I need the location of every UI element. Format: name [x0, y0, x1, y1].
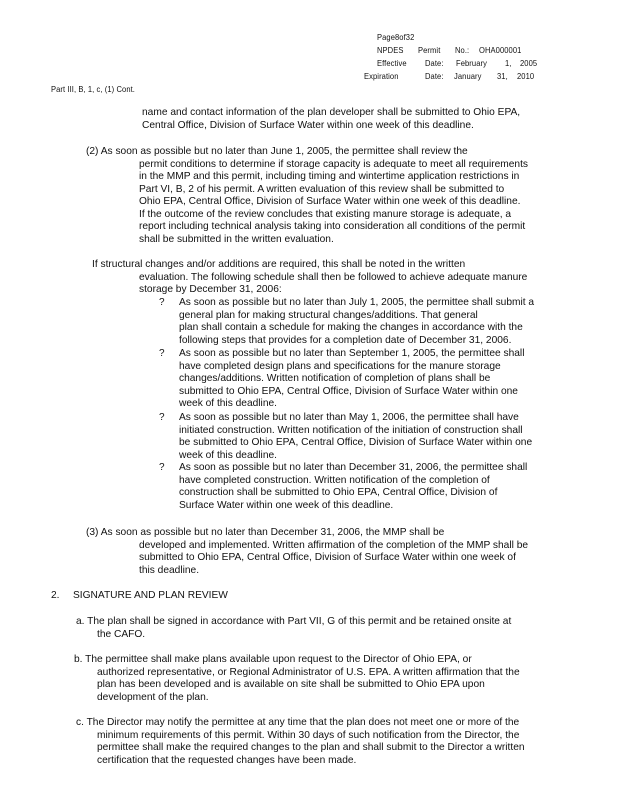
text-line: submitted to Ohio EPA, Central Office, Division of Surface Water within one week of	[139, 552, 516, 563]
text-line: a. The plan shall be signed in accordance with Part VII, G of this permit and be retained onsite at	[76, 616, 512, 627]
expiration-month: January	[454, 71, 482, 81]
bullet-marker: ?	[159, 297, 165, 308]
text-line: c. The Director may notify the permittee at any time that the plan does not meet one or more of the	[76, 717, 520, 728]
effective-label: Effective	[377, 58, 407, 68]
text-line: (3) As soon as possible but no later than December 31, 2006, the MMP shall be	[86, 527, 445, 538]
text-line: evaluation. The following schedule shall then be followed to achieve adequate manure	[139, 271, 528, 283]
expiration-date-label: Date:	[425, 71, 444, 81]
text-line: report including technical analysis taking into consideration all conditions of the permit	[139, 221, 526, 232]
text-line: (2) As soon as possible but no later than June 1, 2005, the permittee shall review the	[86, 146, 468, 157]
bullet-marker: ?	[159, 348, 165, 359]
section-2-number: 2.	[51, 590, 60, 601]
page-number: Page8of32	[377, 32, 415, 42]
structural-continuation	[139, 272, 527, 297]
text-line: Part VI, B, 2 of his permit. A written evaluation of this review shall be submitted to	[139, 183, 505, 195]
text-line: this deadline.	[139, 564, 200, 576]
effective-day: 1,	[505, 58, 512, 68]
text-line: shall be submitted in the written evaluation.	[139, 233, 334, 245]
text-line: have completed construction. Written notification of the completion of	[179, 474, 490, 486]
text-line: storage by December 31, 2006:	[139, 284, 282, 295]
text-line: permit conditions to determine if storage capacity is adequate to meet all requirements	[139, 158, 529, 170]
part-reference: Part III, B, 1, c, (1) Cont.	[51, 84, 135, 94]
bullet-marker: ?	[159, 412, 165, 423]
text-line: As soon as possible but no later than December 31, 2006, the permittee shall	[179, 462, 528, 473]
text-line: general plan for making structural changes/additions. That general	[179, 309, 478, 321]
text-line: Central Office, Division of Surface Water within one week of this deadline.	[142, 119, 474, 131]
text-line: week of this deadline.	[179, 449, 277, 461]
text-line: Surface Water within one week of this deadline.	[179, 499, 394, 511]
permit-label: Permit	[418, 45, 441, 55]
text-line: certification that the requested changes have been made.	[97, 754, 357, 766]
text-line: plan shall contain a schedule for making the changes in accordance with the	[179, 322, 523, 333]
text-line: As soon as possible but no later than May 1, 2006, the permittee shall have	[179, 412, 519, 423]
permit-no-label: No.:	[455, 45, 470, 55]
text-line: following steps that provides for a completion date of December 31, 2006.	[179, 334, 512, 346]
expiration-label: Expiration	[364, 71, 399, 81]
text-line: development of the plan.	[97, 691, 209, 703]
npdes-label: NPDES	[377, 45, 404, 55]
permit-number: OHA000001	[479, 45, 522, 55]
bullet-marker: ?	[159, 462, 165, 473]
expiration-year: 2010	[517, 71, 535, 81]
text-line: name and contact information of the plan developer shall be submitted to Ohio EPA,	[142, 107, 521, 118]
text-line: As soon as possible but no later than July 1, 2005, the permittee shall submit a	[179, 297, 535, 308]
text-line: the CAFO.	[97, 628, 146, 640]
effective-month: February	[456, 58, 487, 68]
text-line: changes/additions. Written notification of completion of plans shall be	[179, 373, 491, 384]
text-line: If structural changes and/or additions are required, this shall be noted in the written	[92, 259, 466, 270]
text-line: in the MMP and this permit, including timing and wintertime application restrictions in	[139, 171, 520, 182]
continuation-paragraph	[142, 107, 520, 132]
text-line: developed and implemented. Written affirmation of the completion of the MMP shall be	[139, 539, 529, 551]
item-2-continuation	[139, 159, 528, 247]
text-line: plan has been developed and is available on site shall be submitted to Ohio EPA upon	[97, 679, 485, 690]
expiration-day: 31,	[497, 71, 508, 81]
text-line: As soon as possible but no later than September 1, 2005, the permittee shall	[179, 348, 525, 359]
text-line: Ohio EPA, Central Office, Division of Surface Water within one week of this deadline.	[139, 196, 521, 207]
text-line: be submitted to Ohio EPA, Central Office, Division of Surface Water within one	[179, 437, 533, 448]
section-2-title: SIGNATURE AND PLAN REVIEW	[73, 590, 228, 601]
text-line: If the outcome of the review concludes that existing manure storage is adequate, a	[139, 208, 512, 220]
text-line: b. The permittee shall make plans available upon request to the Director of Ohio EPA, or	[74, 654, 472, 665]
text-line: initiated construction. Written notification of the initiation of construction shall	[179, 424, 523, 436]
effective-year: 2005	[520, 58, 538, 68]
text-line: have completed design plans and specifications for the manure storage	[179, 360, 501, 372]
text-line: permittee shall make the required changes to the plan and shall submit to the Director a written	[97, 742, 525, 753]
text-line: construction shall be submitted to Ohio EPA, Central Office, Division of	[179, 487, 498, 498]
text-line: minimum requirements of this permit. Within 30 days of such notification from the Director, the	[97, 729, 520, 741]
text-line: submitted to Ohio EPA, Central Office, Division of Surface Water within one	[179, 385, 518, 397]
effective-date-label: Date:	[425, 58, 444, 68]
text-line: authorized representative, or Regional Administrator of U.S. EPA. A written affirmation that the	[97, 666, 520, 678]
text-line: week of this deadline.	[179, 398, 277, 409]
